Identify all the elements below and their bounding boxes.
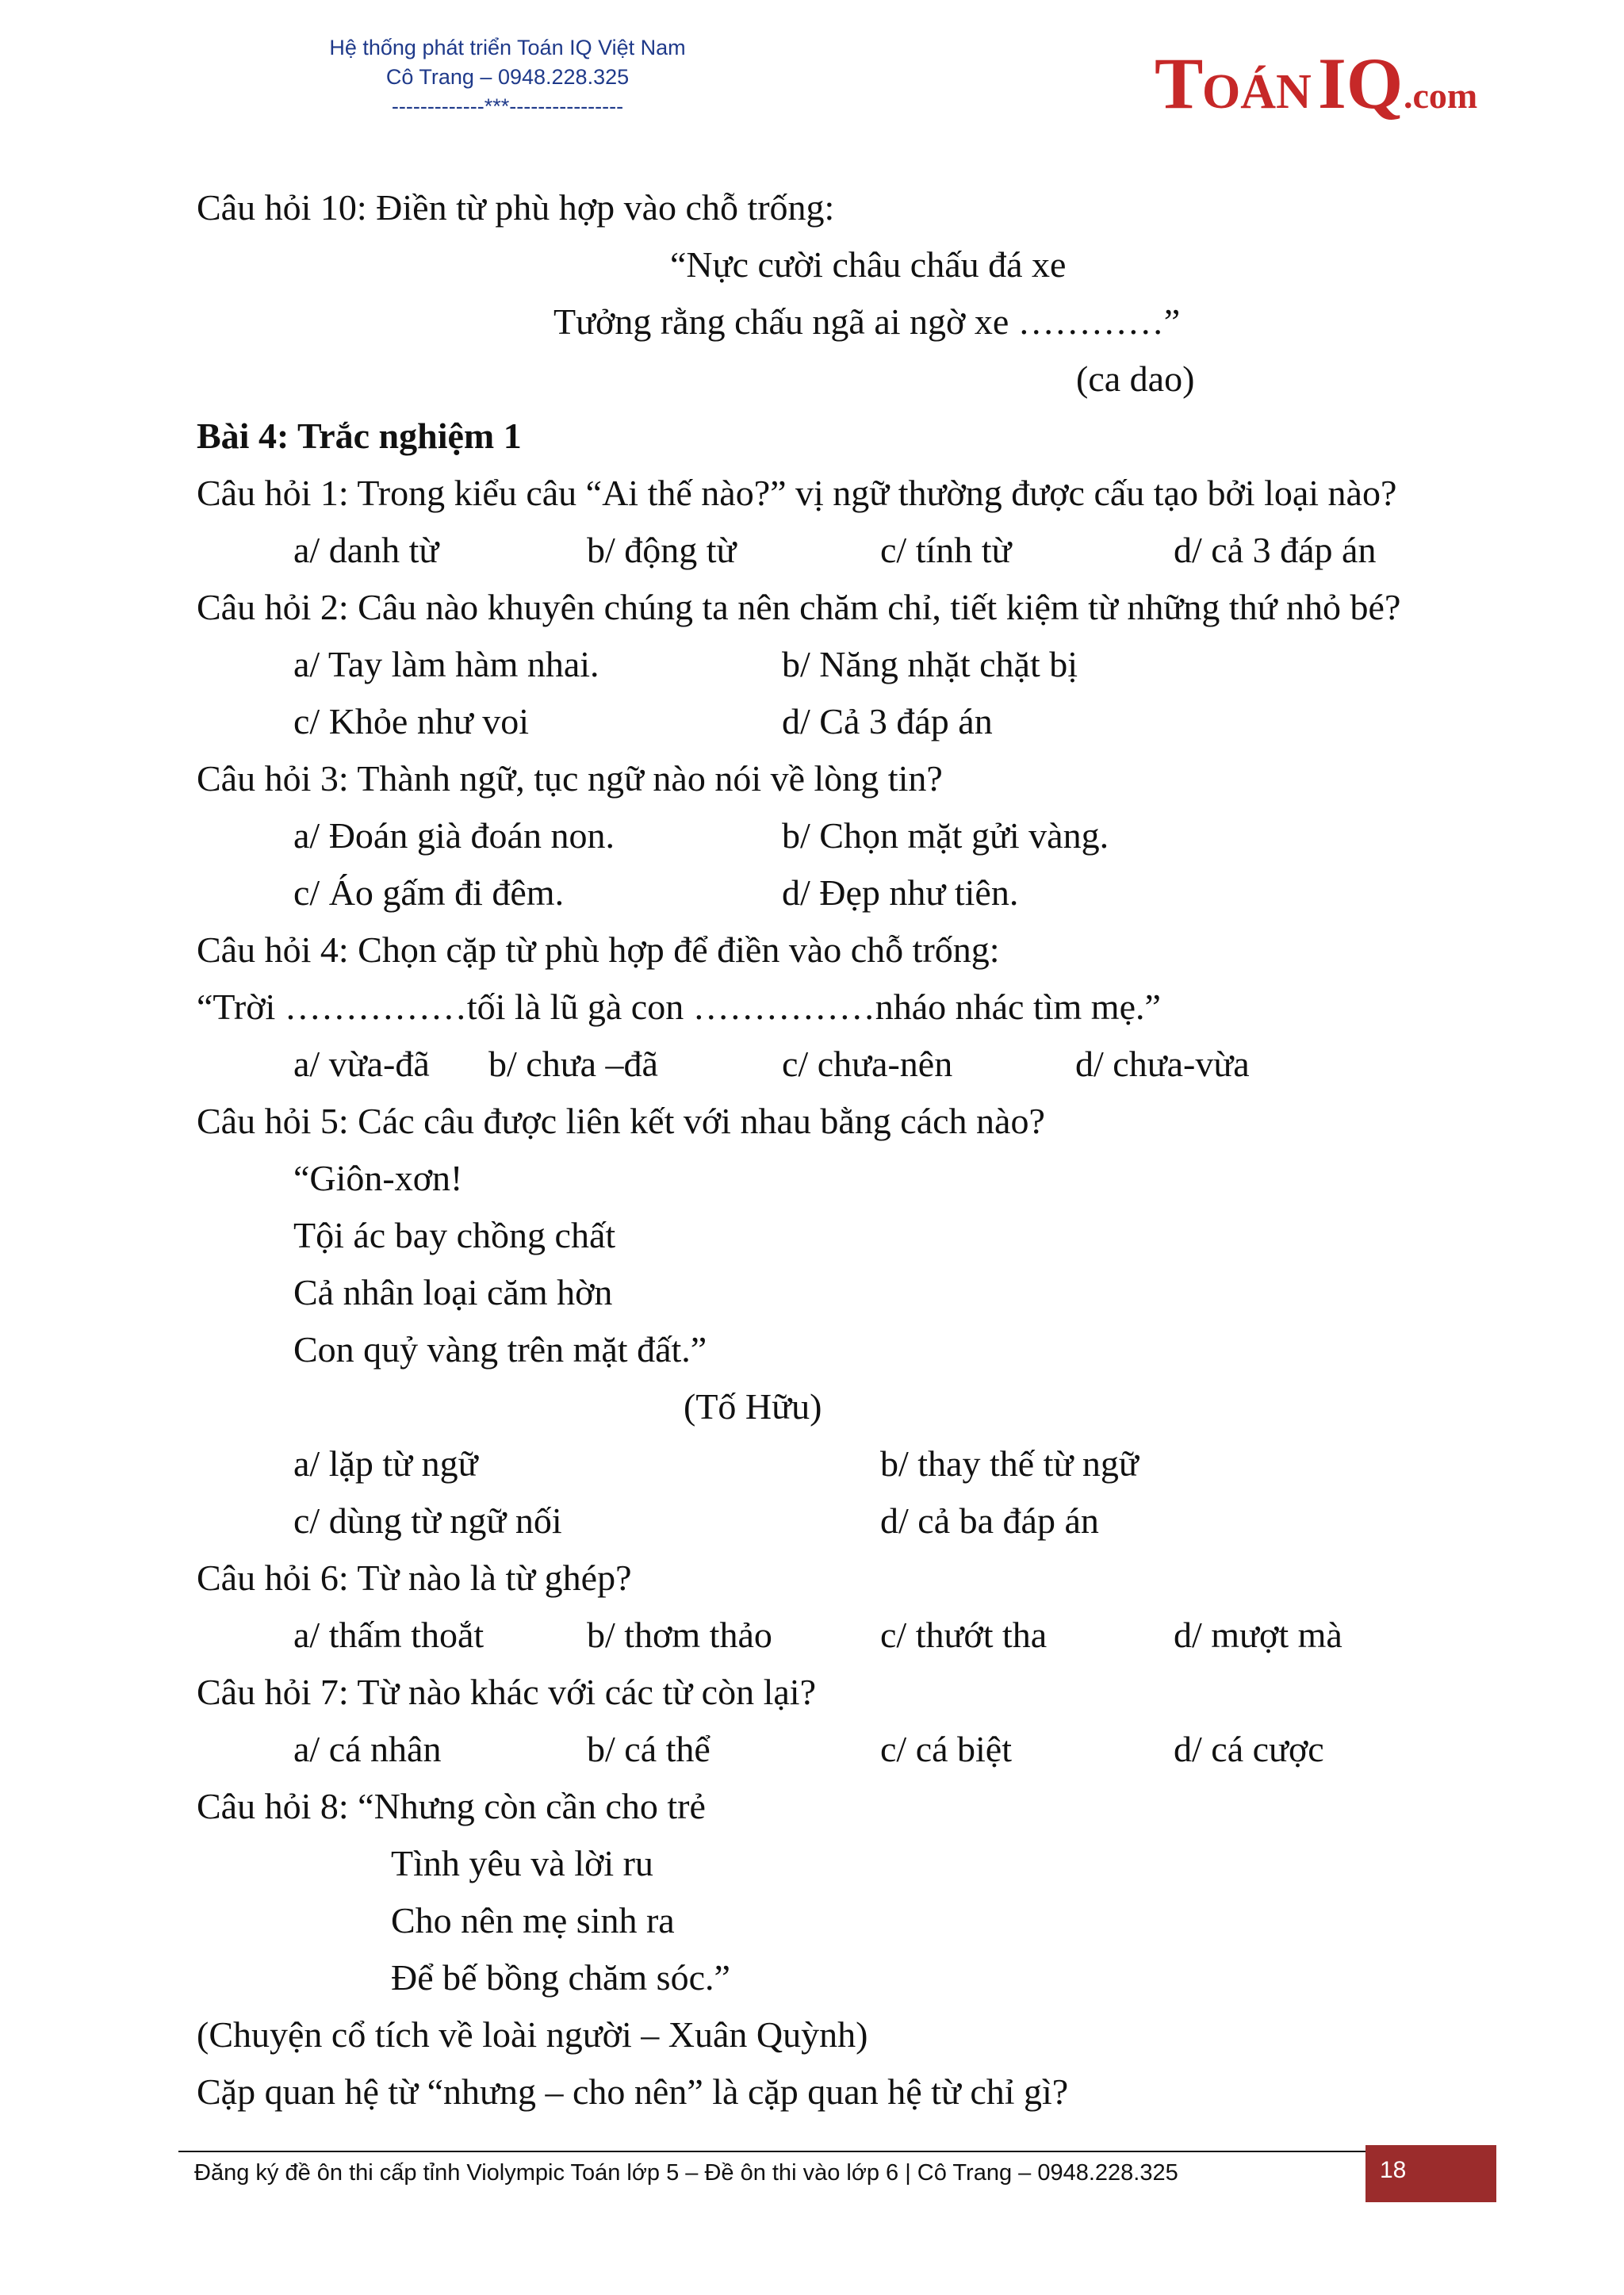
page-number-box	[1365, 2145, 1496, 2202]
q3-prompt: Câu hỏi 3: Thành ngữ, tục ngữ nào nói về lòng tin?	[197, 758, 943, 799]
q4-option-d: d/ chưa-vừa	[1075, 1044, 1250, 1084]
q8-verse-2: Tình yêu và lời ru	[391, 1843, 653, 1883]
header-organization: Hệ thống phát triển Toán IQ Việt Nam	[329, 36, 686, 59]
q5-verse-1: “Giôn-xơn!	[293, 1158, 463, 1198]
q5-option-c: c/ dùng từ ngữ nối	[293, 1500, 562, 1541]
q2-option-d: d/ Cả 3 đáp án	[782, 701, 993, 741]
q5-option-d: d/ cả ba đáp án	[880, 1500, 1099, 1541]
q5-verse-3: Cả nhân loại căm hờn	[293, 1272, 613, 1312]
header-divider: -------------***----------------	[391, 94, 624, 118]
q6-option-d: d/ mượt mà	[1174, 1615, 1342, 1655]
q7-option-c: c/ cá biệt	[880, 1729, 1013, 1769]
q1-option-c: c/ tính từ	[880, 530, 1012, 570]
q5-prompt: Câu hỏi 5: Các câu được liên kết với nhau bằng cách nào?	[197, 1101, 1045, 1141]
q8-verse-3: Cho nên mẹ sinh ra	[391, 1900, 675, 1941]
q8-question: Cặp quan hệ từ “nhưng – cho nên” là cặp quan hệ từ chỉ gì?	[197, 2071, 1069, 2112]
q5-verse-4: Con quỷ vàng trên mặt đất.”	[293, 1329, 707, 1370]
q7-option-b: b/ cá thể	[587, 1729, 710, 1769]
q4-option-a: a/ vừa-đã	[293, 1044, 430, 1084]
q2-option-c: c/ Khỏe như voi	[293, 701, 530, 741]
q6-prompt: Câu hỏi 6: Từ nào là từ ghép?	[197, 1557, 632, 1598]
q10-source: (ca dao)	[1076, 358, 1195, 399]
q1-option-b: b/ động từ	[587, 530, 737, 570]
q1-prompt: Câu hỏi 1: Trong kiểu câu “Ai thế nào?” vị ngữ thường được cấu tạo bởi loại nào?	[197, 473, 1397, 513]
header-contact: Cô Trang – 0948.228.325	[385, 65, 630, 89]
q5-source: (Tố Hữu)	[684, 1386, 822, 1427]
q3-option-a: a/ Đoán già đoán non.	[293, 815, 615, 856]
q10-verse-1: “Nực cười châu chấu đá xe	[670, 244, 1067, 285]
q7-option-d: d/ cá cược	[1174, 1729, 1324, 1769]
q7-prompt: Câu hỏi 7: Từ nào khác với các từ còn lại?	[197, 1672, 816, 1712]
footer-divider	[178, 2151, 1495, 2152]
page-header	[301, 33, 714, 121]
q8-verse-4: Để bế bồng chăm sóc.”	[391, 1957, 730, 1998]
q7-option-a: a/ cá nhân	[293, 1729, 442, 1769]
q4-prompt: Câu hỏi 4: Chọn cặp từ phù hợp để điền vào chỗ trống:	[197, 929, 1000, 970]
q2-option-a: a/ Tay làm hàm nhai.	[293, 644, 599, 684]
toaniq-logo	[1150, 38, 1499, 141]
section-title: Bài 4: Trắc nghiệm 1	[197, 416, 522, 456]
q3-option-c: c/ Áo gấm đi đêm.	[293, 872, 565, 913]
q1-option-a: a/ danh từ	[293, 530, 439, 570]
q3-option-b: b/ Chọn mặt gửi vàng.	[782, 815, 1109, 856]
q3-option-d: d/ Đẹp như tiên.	[782, 872, 1019, 913]
svg-text:IQ: IQ	[1318, 43, 1404, 124]
svg-text:.com: .com	[1404, 75, 1478, 116]
q10-verse-2: Tưởng rằng chấu ngã ai ngờ xe …………”	[553, 301, 1181, 342]
q8-source: (Chuyện cổ tích về loài người – Xuân Quỳnh)	[197, 2014, 868, 2055]
q4-sentence: “Trời ……………tối là lũ gà con ……………nháo nhác tìm mẹ.”	[197, 987, 1161, 1027]
q2-option-b: b/ Năng nhặt chặt bị	[782, 644, 1078, 684]
q1-option-d: d/ cả 3 đáp án	[1174, 530, 1377, 570]
svg-text:OÁN: OÁN	[1202, 65, 1312, 119]
q5-verse-2: Tội ác bay chồng chất	[293, 1215, 616, 1255]
q5-option-a: a/ lặp từ ngữ	[293, 1443, 478, 1484]
q8-prompt: Câu hỏi 8: “Nhưng còn cần cho trẻ	[197, 1786, 706, 1826]
q4-option-c: c/ chưa-nên	[782, 1044, 953, 1084]
footer-text: Đăng ký đề ôn thi cấp tỉnh Violympic Toán lớp 5 – Đề ôn thi vào lớp 6 | Cô Trang – 0948.228.325	[194, 2160, 1178, 2186]
page-number: 18	[1380, 2157, 1407, 2183]
q6-option-b: b/ thơm thảo	[587, 1615, 772, 1655]
q6-option-c: c/ thướt tha	[880, 1615, 1048, 1655]
q10-prompt: Câu hỏi 10: Điền từ phù hợp vào chỗ trống:	[197, 187, 835, 228]
q6-option-a: a/ thấm thoắt	[293, 1615, 485, 1655]
q4-option-b: b/ chưa –đã	[488, 1044, 658, 1084]
q2-prompt: Câu hỏi 2: Câu nào khuyên chúng ta nên chăm chỉ, tiết kiệm từ những thứ nhỏ bé?	[197, 587, 1401, 627]
svg-text:T: T	[1155, 43, 1204, 124]
q5-option-b: b/ thay thế từ ngữ	[880, 1443, 1139, 1484]
